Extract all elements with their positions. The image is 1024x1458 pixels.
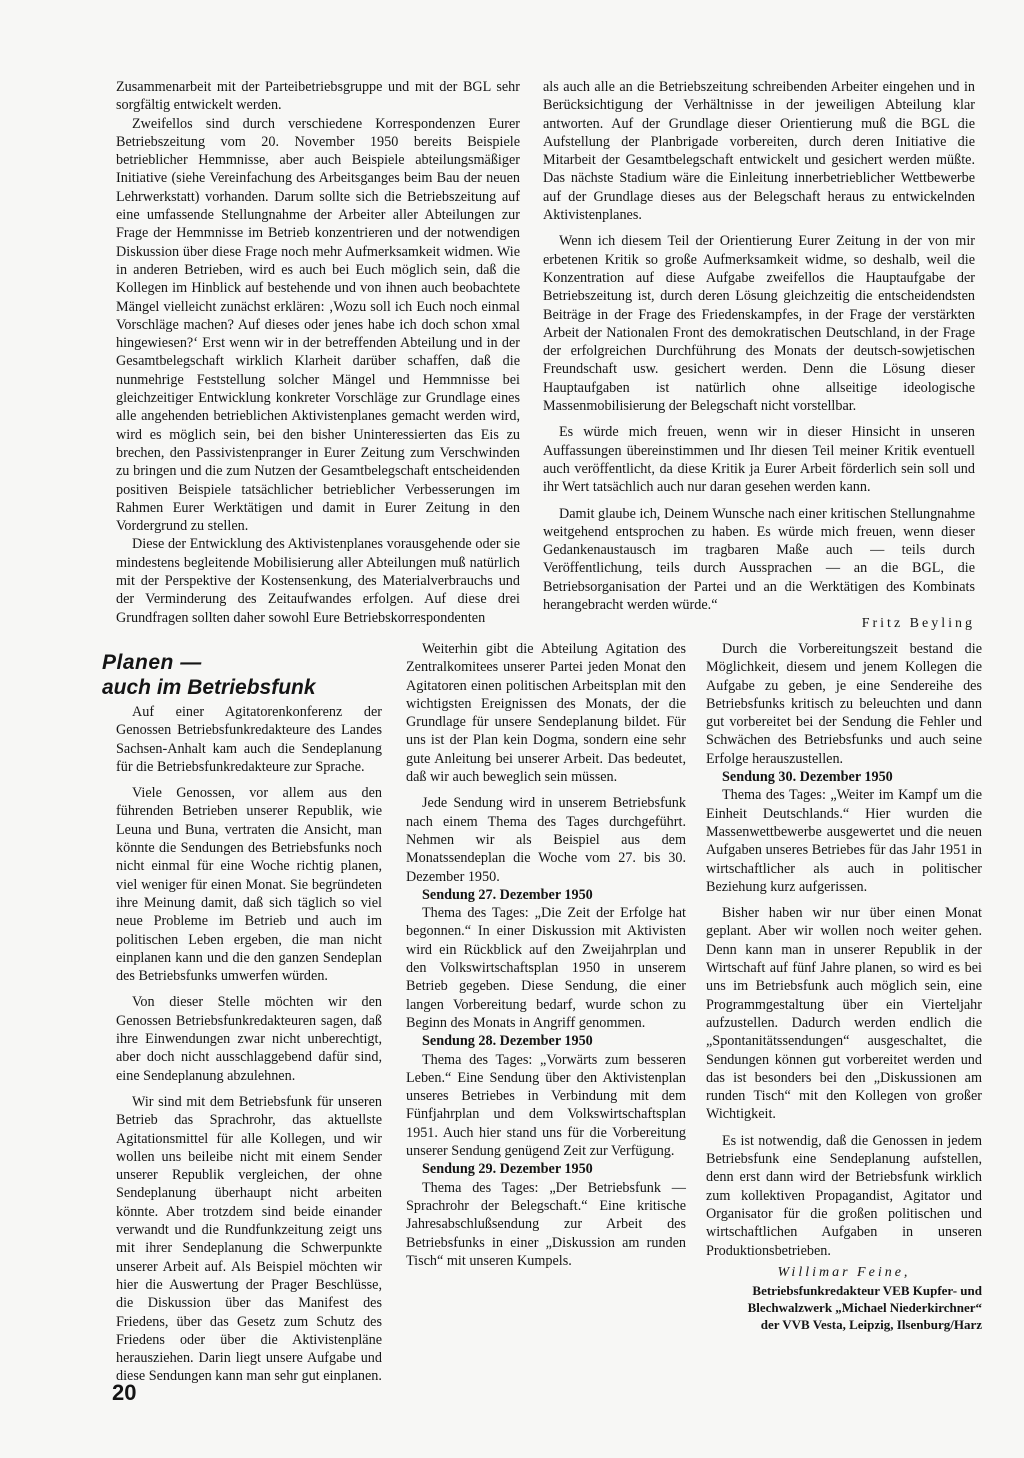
paragraph: Jede Sendung wird in unserem Betriebsfunk nach einem Thema des Tages durchgeführt. Nehmen wir als Beispiel aus dem Monatssendeplan die Woche vom 27. bis 30. Dezember 1950. — [406, 795, 686, 885]
paragraph: Auf einer Agitatorenkonferenz der Genossen Betriebsfunkredakteure des Landes Sachsen-Anhalt kam auch die Sendeplanung für die Betriebsfunkredakteure zur Sprache. — [116, 704, 382, 775]
paragraph: Wenn ich diesem Teil der Orientierung Eurer Zeitung in der von mir erbetenen Kritik so große Aufmerksamkeit widme, so deshalb, weil die Konzentration auf diese Aufgabe zweifellos die Hauptaufgabe der Betriebszeitung ist, durch deren Lösung gleichzeitig die entscheidendsten Beiträge in der Frage des Friedenskampfes, in der Frage der verstärkten Arbeit der Nationalen Front des demokratischen Deutschland, in der Frage der erfolgreichen Durchführung des Monats der deutsch-sowjetischen Freundschaft usw. gesichert werden. Denn die Lösung dieser Hauptaufgaben ist natürlich ohne allseitige ideologische Massenmobilisierung der Belegschaft nicht vorstellbar. — [543, 233, 975, 415]
article-headline — [102, 650, 382, 700]
paragraph: Wir sind mit dem Betriebsfunk für unseren Betrieb das Sprachrohr, das aktuellste Agitationsmittel für alle Kollegen, und wir wollen uns beileibe nicht mit einem Sender unserer Republik vergleichen, der ohne Sendeplanung überhaupt nicht arbeiten könnte. Aber trotzdem sind beide einander verwandt und die Rundfunkzeitung zeigt uns mit ihrer Sendeplanung die Schwerpunkte unserer Arbeit auf. Als Beispiel möchten wir hier die Auswertung der Prager Beschlüsse, die Diskussion über das Manifest des Friedens, über das Gesetz zum Schutz des Friedens oder über die Aktivistenpläne herausziehen. Darin liegt unsere Aufgabe und diese Sendungen kann man sehr gut einplanen. — [116, 1093, 382, 1385]
page-number: 20 — [112, 1380, 137, 1405]
paragraph: Weiterhin gibt die Abteilung Agitation des Zentralkomitees unserer Partei jeden Monat den Agitatoren einen politischen Arbeitsplan mit den wichtigsten Ereignissen des Monats, der die Grundlage für unsere Sendeplanung bildet. Für uns ist der Plan kein Dogma, sondern eine sehr gute Anleitung bei unserer Arbeit. Das bedeutet, daß wir auch beweglich sein müssen. — [406, 641, 686, 786]
article-column-2 — [406, 640, 686, 1270]
section-heading: Sendung 30. Dezember 1950 — [722, 769, 893, 786]
paragraph: Thema des Tages: „Weiter im Kampf um die Einheit Deutschlands.“ Hier wurden die Massenwettbewerbe ausgewertet und die neuen Aufgaben unseres Betriebes für das Jahr 1951 in wirtschaftlicher als auch in politischer Beziehung kurz aufgerissen. — [706, 787, 982, 895]
article-column-1 — [116, 703, 382, 1386]
section-heading: Sendung 28. Dezember 1950 — [422, 1033, 593, 1050]
paragraph: Von dieser Stelle möchten wir den Genossen Betriebsfunkredakteuren sagen, daß ihre Einwendungen zwar nicht unberechtigt, aber doch nicht ausschlaggebend dafür sind, eine Sendeplanung abzulehnen. — [116, 994, 382, 1084]
headline-line-2: auch im Betriebsfunk — [102, 676, 316, 699]
paragraph: Viele Genossen, vor allem aus den führenden Betrieben unserer Republik, wie Leuna und Buna, vertraten die Ansicht, man könnte die Sendungen des Betriebsfunks noch nicht einmal für eine Woche richtig planen, viel weniger für einen Monat. Sie begründeten ihre Meinung damit, daß sich täglich so viel neue Probleme im Betrieb und auch im politischen Leben ergeben, die man nicht einplanen kann und die den ganzen Sendeplan des Betriebsfunks umwerfen würden. — [116, 785, 382, 985]
paragraph: Bisher haben wir nur über einen Monat geplant. Aber wir wollen noch weiter gehen. Denn kann man in unserer Republik in der Wirtschaft auf fünf Jahre planen, so wird es bei uns im Betriebsfunk auch möglich sein, eine Programmgestaltung über ein Vierteljahr aufzustellen. Dadurch werden endlich die „Spontanitätssendungen“ ausgeschaltet, die Sendungen können gut vorbereitet werden und das ist besonders bei den „Diskussionen am runden Tisch“ mit den Kollegen von großer Wichtigkeit. — [706, 905, 982, 1123]
author-affiliation: Betriebsfunkredakteur VEB Kupfer- und — [752, 1282, 982, 1298]
section-heading: Sendung 27. Dezember 1950 — [422, 886, 593, 903]
author-affiliation: der VVB Vesta, Leipzig, Ilsenburg/Harz — [760, 1316, 982, 1332]
paragraph: Es ist notwendig, daß die Genossen in jedem Betriebsfunk eine Sendeplanung aufstellen, denn erst dann wird der Betriebsfunk wirklich zum kollektiven Propagandist, Agitator und Organisator für die großen politischen und wirtschaftlichen Aufgaben in unseren Produktionsbetrieben. — [706, 1132, 982, 1259]
paragraph: Damit glaube ich, Deinem Wunsche nach einer kritischen Stellungnahme weitgehend entsprochen zu haben. Es würde mich freuen, wenn dieser Gedankenaustausch im tragbaren Maße auch — teils durch Veröffentlichung, teils durch Aussprachen — an die BGL, die Betriebsorganisation der Partei und an die Werktätigen des Kombinats herangebracht werden würde.“ — [543, 505, 975, 614]
paragraph: Thema des Tages: „Der Betriebsfunk — Sprachrohr der Belegschaft.“ Eine kritische Jahresabschlußsendung zur Arbeit des Betriebsfunks in einer „Diskussion am runden Tisch“ mit unseren Kumpels. — [406, 1179, 686, 1269]
signature: Fritz Beyling — [861, 616, 975, 632]
top-right-column — [543, 78, 975, 632]
paragraph: Zweifellos sind durch verschiedene Korrespondenzen Eurer Betriebszeitung vom 20. November 1950 bereits Beispiele betrieblicher Hemmnisse, aber auch Beispiele abteilungsmäßiger Initiative (siehe Vereinfachung des Arbeitsganges beim Bau der neuen Lehrwerkstatt) vorhanden. Darum sollte sich die Betriebszeitung auf eine umfassende Stellungnahme der Arbeiter aller Abteilungen zur Frage der Hemmnisse im Betrieb konzentrieren und der notwendigen Diskussion über diese Frage noch mehr Aufmerksamkeit widmen. Wie in anderen Betrieben, wird es auch bei Euch möglich sein, daß die Kollegen im Hinblick auf bestehende und von ihnen auch beobachtete Mängel vielleicht zunächst erklären: ‚Wozu soll ich Euch noch einmal Vorschläge machen? Auf dieses oder jenes habe ich doch schon xmal hingewiesen?‘ Erst wenn wir in der betreffenden Abteilung und in der Gesamtbelegschaft wirklich Klarheit darüber schaffen, daß die nunmehrige Feststellung solcher Mängel und Hemmnisse bei gleichzeitiger Entwicklung konkreter Vorschläge zur Grundlage eines alle angehenden betrieblichen Aktivistenplanes gemacht werden wird, wird es möglich sein, bei den bisher Uninteressierten das Eis zu brechen, den Passivistenpranger in Eurer Zeitung zum Verschwinden zu bringen und die zum Nutzen der Gesamtbelegschaft entscheidenden positiven Beispiele tatsächlicher betrieblicher Verbesserungen im Rahmen Eurer Werktätigen und damit in Eurer Zeitung in den Vordergrund zu stellen. — [116, 115, 520, 535]
paragraph: Zusammenarbeit mit der Parteibetriebsgruppe und mit der BGL sehr sorgfältig entwickelt werden. — [116, 79, 520, 114]
paragraph: Thema des Tages: „Die Zeit der Erfolge hat begonnen.“ In einer Diskussion mit Aktivisten wird ein Rückblick auf den Zweijahrplan und den Volkswirtschaftsplan 1950 in unserem Betrieb gegeben. Diese Sendung, die einer langen Vorbereitung bedarf, wurde schon zu Beginn des Monats in Angriff genommen. — [406, 905, 686, 1031]
paragraph: Diese der Entwicklung des Aktivistenplanes vorausgehende oder sie mindestens begleitende Mobilisierung aller Abteilungen muß natürlich mit der Perspektive der Kostensenkung, des Materialverbrauchs und der Verminderung des Zeitaufwandes erfolgen. Auf diese drei Grundfragen sollten daher sowohl Eure Betriebskorrespondenten — [116, 536, 520, 626]
section-heading: Sendung 29. Dezember 1950 — [422, 1161, 593, 1178]
paragraph: Durch die Vorbereitungszeit bestand die Möglichkeit, diesem und jenem Kollegen die Aufgabe zu geben, je eine Sendereihe des Betriebsfunks kritisch zu beleuchten und dann gut vorbereitet bei der Sendung die Fehler und Schwächen des Betriebsfunks und auch seine Erfolge herauszustellen. — [706, 641, 982, 767]
top-left-column — [116, 78, 520, 627]
article-column-3 — [706, 640, 982, 1333]
author-affiliation: Blechwalzwerk „Michael Niederkirchner“ — [747, 1299, 982, 1315]
paragraph: Es würde mich freuen, wenn wir in dieser Hinsicht in unseren Auffassungen übereinstimmen und Ihr diesen Teil meiner Kritik eventuell auch veröffentlicht, da diese Kritik ja Eurer Arbeit förderlich sein soll und ihr Wert tatsächlich auch nur daran gesehen werden kann. — [543, 424, 975, 496]
headline-line-1: Planen — — [102, 651, 202, 674]
paragraph: als auch alle an die Betriebszeitung schreibenden Arbeiter eingehen und in Berücksichtigung der Verhältnisse in der jeweiligen Abteilung klar antworten. Auf der Grundlage dieser Orientierung muß die BGL die Aufstellung der Planbrigade vorbereiten, durch deren Initiative die Mitarbeit der Gesamtbelegschaft entwickelt und gesichert werden müßte. Das nächste Stadium wäre die Einleitung innerbetrieblicher Wettbewerbe auf der Grundlage dieses aus der Belegschaft heraus zu entwickelnden Aktivistenplanes. — [543, 79, 975, 224]
author-block — [706, 1264, 982, 1333]
paragraph: Thema des Tages: „Vorwärts zum besseren Leben.“ Eine Sendung über den Aktivistenplan unseres Betriebes in Verbindung mit dem Fünfjahrplan und dem Volkswirtschaftsplan 1951. Auch hier stand uns für die Vorbereitung unserer Sendung genügend Zeit zur Verfügung. — [406, 1051, 686, 1160]
author-name: Willimar Feine, — [777, 1264, 911, 1280]
